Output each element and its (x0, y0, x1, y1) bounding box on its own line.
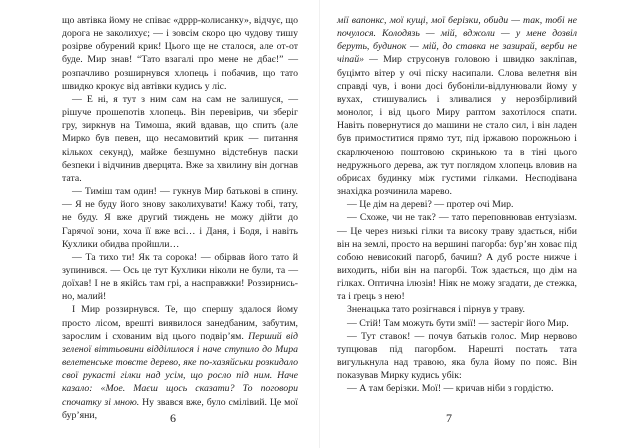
italic-span: Перший від зеленої віттьовини відділилося і наче ступило до Мира велетенське товсте дерево, яке по-хазяйськи розкидало свої рукасті гілки над усім, що росло під ним. Наче казало: «Мое. Маєш щось сказати? То поговори спочатку зі мною. (62, 330, 298, 408)
paragraph (337, 317, 577, 330)
paragraph (337, 330, 577, 383)
paragraph-text: — Схоже, чи не так? — тато переповнював ентузіазм. — Це через низькі гілки та високу траву здається, ніби він на землі, просто на вершині пагорба: бур’ян ховає під собою невисокий пагорб, бачиш? А дуб росте нижче і виходить, ніби він на пагорбі. Тож здається, що дім на гілках. Оптична ілюзія! Ніяк не можу згадати, де стежка, та і ґрець з нею! (337, 212, 577, 303)
paragraph (337, 211, 577, 303)
paragraph-text: — Тут ставок! — почув батьків голос. Мир нервово тупцював під пагорбом. Нарешті постать тата вигулькнула над травою, яка була йому по пояс. Він показував Мирку кудись убік: (337, 330, 577, 382)
paragraph-text: Мир струсонув головою і швидко закліпав, буцімто вітер у очі піску насипали. Слова велетня він справді чув, і вони досі бубоніли-відлунювали йому у вухах, стишувались і зливалися у нерозбірливий монолог, і від цього Миру раптом захотілося спати. Навіть повернутися до машини не стало сил, і він ладен був примоститися прямо тут, під іржавою порожньою і скарлюченою поштовою скринькою та в тіні цього недружнього дерева, аж тут поглядом хлопець вловив на обрисах будинку між густими гілками. Несподівана знахідка розчинила марево. (337, 54, 577, 198)
paragraph (62, 303, 298, 421)
paragraph-text: — Стій! Там можуть бути змії! — застеріг його Мир. (347, 317, 569, 329)
paragraph-text: — Тиміш там один! — гукнув Мир батькові в спину. — Я не буду його знову заколихувати! Кажу тобі, тату, не буду. Я вже другий тиждень не можу дійти до Гарячої зони, хоча її вже всі… і Даня, і Бодя, і навіть Кухлики обидва пройшли… (62, 186, 298, 250)
paragraph-text: І Мир роззирнувся. Те, що спершу здалося йому просто лісом, врешті виявилося занедбаним, забутим, зарослим і схованим від цього подвір’ям. (62, 304, 298, 342)
right-page-text (337, 14, 577, 396)
paragraph-text: що автівка йому не співає «дррр-колисанку», відчує, що дорога не заколихує; — і зовсім скоро цю чудову тишу розірве обурений крик! Цього ще не сталося, але от-от буде. Мир знав! “Тато взагалі про мене не дбає!” — розпачливо розширнувся хлопець і побачив, що тато швидко крокує від автівки кудись у ліс. (62, 15, 298, 92)
paragraph (62, 14, 298, 93)
paragraph (337, 14, 577, 198)
paragraph (62, 93, 298, 185)
paragraph (62, 251, 298, 304)
right-page (320, 0, 640, 448)
paragraph-text: — А там берізки. Мої! — кричав ніби з гордістю. (347, 383, 554, 395)
paragraph-text: Зненацька тато розігнався і пірнув у траву. (347, 304, 525, 316)
paragraph-tail: Ну звався вже, було смілівий. Це мої бур’яни, (62, 396, 298, 421)
paragraph (337, 382, 577, 395)
paragraph-text: — Це дім на дереві? — протер очі Мир. (347, 199, 514, 211)
paragraph (62, 185, 298, 251)
page-number-right: 7 (446, 411, 452, 425)
paragraph-text: — Та тихо ти! Як та сорока! — обірвав його тато й зупинився. — Ось це тут Кухлики ніколи не були, та — доїхав! І не в якійсь там грі, а насправжки! Роззирнись-но, малий! (62, 251, 298, 303)
paragraph-text: — Е ні, я тут з ним сам на сам не залишуся, — рішуче прошепотів хлопець. Він перевірив, чи зберіг гру, зиркнув на Тимоша, який вдавав, що спить (але Мирко був певен, що несамовитий крик — питання кількох секунд), майже безшумно відстебнув паски безпеки і відчинив дверцята. Вже за хвилину він догнав тата. (62, 93, 298, 184)
left-page-text (62, 14, 298, 422)
paragraph (337, 303, 577, 316)
paragraph (337, 198, 577, 211)
italic-span: мії вапонкс, мої кущі, мої берізки, обиди — так, тобі не почулося. Колодязь — мій, вджоли — у мене дозвіл беруть, будинок — мій, до ставка не зазирай, верби не чіпай» — (337, 15, 577, 66)
page-number-left: 6 (170, 411, 176, 425)
